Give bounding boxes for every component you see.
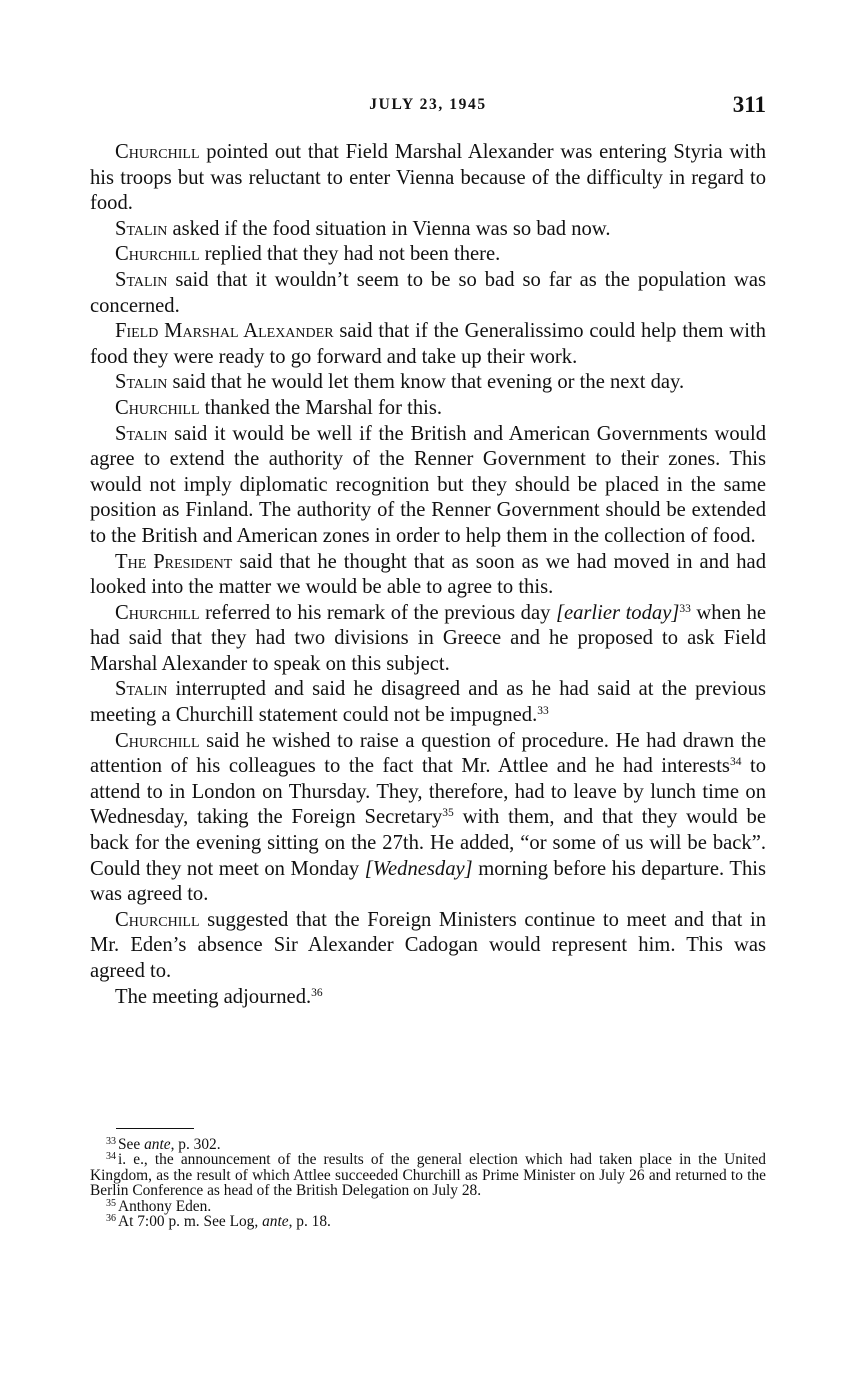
speaker-name: The President xyxy=(115,550,233,573)
page-number: 311 xyxy=(732,92,766,117)
footnote-number: 35 xyxy=(106,1197,116,1209)
footnote-text: See xyxy=(118,1136,145,1153)
speaker-name: Stalin xyxy=(115,422,168,445)
footnote-number: 34 xyxy=(106,1151,116,1163)
paragraph-text: The meeting adjourned. xyxy=(115,985,312,1008)
speaker-name: Churchill xyxy=(115,908,200,931)
footnote-reference[interactable]: 35 xyxy=(442,807,454,820)
paragraph xyxy=(90,908,766,985)
speaker-name: Churchill xyxy=(115,243,200,266)
footnote-text: i. e., the announcement of the results of the general election which had taken place in the United Kingdom, as the result of which Attlee succeeded Churchill as Prime Minister on July 26 and returned to the Berlin Conference as head of the British Delegation on July 28. xyxy=(90,1151,766,1200)
paragraph xyxy=(90,422,766,550)
speaker-name: Churchill xyxy=(115,396,200,419)
speaker-name: Field Marshal Alexander xyxy=(115,320,334,343)
paragraph xyxy=(90,140,766,217)
paragraph-text: said it would be well if the British and American Governments would agree to extend the authority of the Renner Government to their zones. This would not imply diplomatic recognition but they should be placed in the same position as Finland. The authority of the Renner Government should be extended to the British and American zones in order to help them in the collection of food. xyxy=(90,422,766,547)
paragraph xyxy=(90,319,766,370)
paragraph xyxy=(90,370,766,396)
paragraph-text: with them, and that they would be back for the evening sitting on the 27th. He added, “or some of us will be back”. Could they not meet on Monday xyxy=(90,806,766,880)
paragraph-text: thanked the Marshal for this. xyxy=(199,396,443,419)
footnote-text: ante xyxy=(144,1136,171,1153)
speaker-name: Churchill xyxy=(115,141,200,163)
footnote-reference[interactable]: 33 xyxy=(679,602,691,615)
paragraph-text: said that if the Generalissimo could help them with food they were ready to go forward and take up their work. xyxy=(90,320,766,368)
paragraph xyxy=(90,217,766,243)
speaker-name: Churchill xyxy=(115,601,200,624)
paragraph-text: said he wished to raise a question of procedure. He had drawn the attention of his colleagues to the fact that Mr. Attlee and he had interests xyxy=(90,729,766,778)
editorial-insertion: [earlier today] xyxy=(555,601,680,624)
speaker-name: Stalin xyxy=(115,371,168,394)
paragraph xyxy=(90,985,766,1011)
paragraph xyxy=(90,242,766,268)
editorial-insertion: [Wednesday] xyxy=(364,857,473,880)
footnotes xyxy=(90,1137,766,1229)
paragraph-text: said that he thought that as soon as we had moved in and had looked into the matter we would be able to agree to this. xyxy=(90,550,766,599)
footnote xyxy=(90,1199,766,1214)
footnote-text: , p. 18. xyxy=(288,1213,331,1231)
footnote-number: 36 xyxy=(106,1213,116,1225)
paragraph-text: referred to his remark of the previous day xyxy=(199,601,556,624)
footnote xyxy=(90,1137,766,1152)
paragraph xyxy=(90,601,766,678)
paragraph xyxy=(90,729,766,908)
speaker-name: Stalin xyxy=(115,268,168,291)
paragraph-text: asked if the food situation in Vienna was so bad now. xyxy=(167,217,611,240)
footnote-reference[interactable]: 36 xyxy=(311,986,323,999)
paragraph-text: when he had said that they had two divisions in Greece and he proposed to ask Field Marshal Alexander to speak on this subject. xyxy=(90,601,767,675)
paragraph xyxy=(90,268,766,319)
footnote-reference[interactable]: 34 xyxy=(729,756,742,769)
footnote-text: ante xyxy=(262,1213,289,1231)
running-title: JULY 23, 1945 xyxy=(369,96,487,113)
paragraph xyxy=(90,550,766,601)
paragraph-text: morning before his departure. This was agreed to. xyxy=(90,857,766,906)
footnote-text: , p. 302. xyxy=(170,1136,221,1153)
paragraph-text: replied that they had not been there. xyxy=(199,243,501,266)
paragraph xyxy=(90,396,766,422)
speaker-name: Stalin xyxy=(115,678,168,701)
footnote xyxy=(90,1214,766,1229)
paragraph-text: said that he would let them know that evening or the next day. xyxy=(167,371,685,394)
paragraph-text: to attend to in London on Thursday. They, therefore, had to leave by lunch time on Wednesday, taking the Foreign Secretary xyxy=(90,755,766,829)
paragraph-text: said that it wouldn’t seem to be so bad so far as the population was concerned. xyxy=(90,268,766,317)
paragraph-text: pointed out that Field Marshal Alexander was entering Styria with his troops but was reluctant to enter Vienna because of the difficulty in regard to food. xyxy=(90,141,766,215)
footnote-text: Anthony Eden. xyxy=(118,1197,212,1215)
running-head xyxy=(90,92,766,122)
body-text xyxy=(90,140,766,1010)
footnote-number: 33 xyxy=(106,1136,116,1147)
speaker-name: Churchill xyxy=(115,729,200,752)
footnote xyxy=(90,1152,766,1198)
speaker-name: Stalin xyxy=(115,217,168,240)
footnote-divider xyxy=(116,1128,194,1129)
paragraph-text: suggested that the Foreign Ministers continue to meet and that in Mr. Eden’s absence Sir Alexander Cadogan would represent him. This was agreed to. xyxy=(90,908,766,982)
paragraph xyxy=(90,677,766,728)
footnote-reference[interactable]: 33 xyxy=(537,705,549,718)
paragraph-text: interrupted and said he disagreed and as he had said at the previous meeting a Churchill statement could not be impugned. xyxy=(90,678,766,727)
footnote-text: At 7:00 p. m. See Log, xyxy=(118,1213,263,1231)
